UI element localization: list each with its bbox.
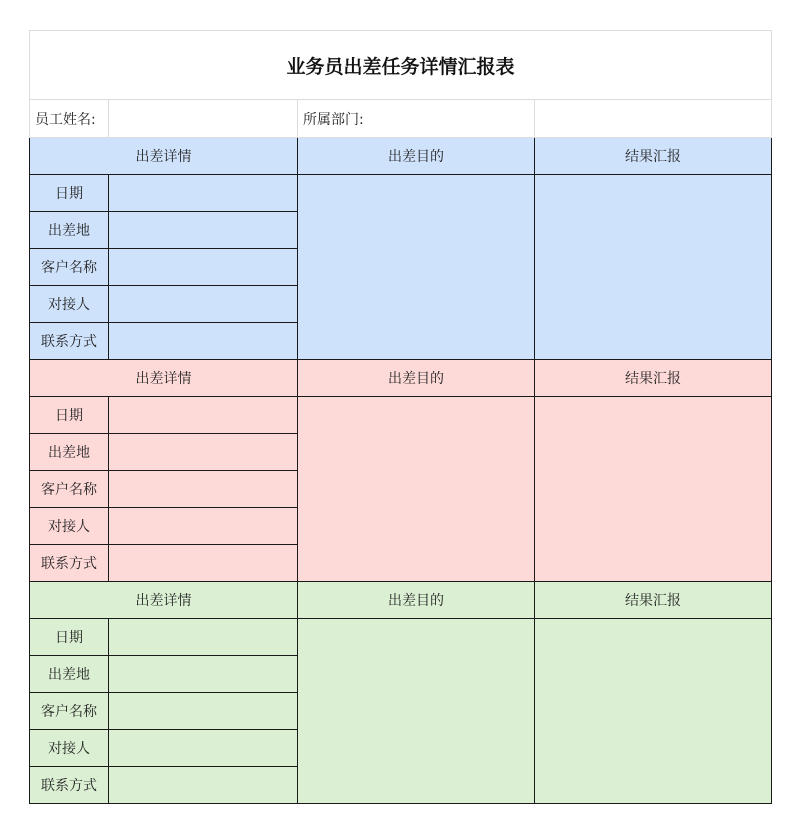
field-label-contact-info: 联系方式 (30, 545, 109, 582)
field-value-client-name[interactable] (109, 249, 298, 286)
block-3-header-row (30, 582, 772, 619)
field-label-destination: 出差地 (30, 656, 109, 693)
field-value-destination[interactable] (109, 434, 298, 471)
field-value-contact-person[interactable] (109, 730, 298, 767)
field-value-date[interactable] (109, 175, 298, 212)
header-trip-details: 出差详情 (30, 360, 298, 397)
field-value-destination[interactable] (109, 656, 298, 693)
field-value-contact-info[interactable] (109, 545, 298, 582)
trip-purpose-cell[interactable] (298, 175, 535, 360)
field-value-client-name[interactable] (109, 693, 298, 730)
page-title: 业务员出差任务详情汇报表 (30, 31, 772, 100)
trip-purpose-cell[interactable] (298, 397, 535, 582)
field-label-destination: 出差地 (30, 434, 109, 471)
block-2-header-row (30, 360, 772, 397)
field-label-date: 日期 (30, 619, 109, 656)
field-label-client-name: 客户名称 (30, 693, 109, 730)
field-value-contact-info[interactable] (109, 767, 298, 804)
field-label-contact-person: 对接人 (30, 730, 109, 767)
field-label-contact-info: 联系方式 (30, 767, 109, 804)
employee-name-label: 员工姓名: (30, 100, 109, 138)
department-label: 所属部门: (298, 100, 535, 138)
header-result-report: 结果汇报 (535, 138, 772, 175)
report-sheet (29, 30, 771, 804)
field-label-destination: 出差地 (30, 212, 109, 249)
header-trip-purpose: 出差目的 (298, 360, 535, 397)
header-trip-details: 出差详情 (30, 582, 298, 619)
header-result-report: 结果汇报 (535, 360, 772, 397)
field-label-date: 日期 (30, 397, 109, 434)
header-trip-purpose: 出差目的 (298, 138, 535, 175)
field-label-date: 日期 (30, 175, 109, 212)
trip-purpose-cell[interactable] (298, 619, 535, 804)
result-report-cell[interactable] (535, 619, 772, 804)
field-label-client-name: 客户名称 (30, 471, 109, 508)
employee-name-field[interactable] (109, 100, 298, 138)
field-label-client-name: 客户名称 (30, 249, 109, 286)
result-report-cell[interactable] (535, 175, 772, 360)
field-label-contact-info: 联系方式 (30, 323, 109, 360)
field-value-client-name[interactable] (109, 471, 298, 508)
field-label-contact-person: 对接人 (30, 286, 109, 323)
header-result-report: 结果汇报 (535, 582, 772, 619)
block-1-header-row (30, 138, 772, 175)
field-value-contact-info[interactable] (109, 323, 298, 360)
result-report-cell[interactable] (535, 397, 772, 582)
department-field[interactable] (535, 100, 772, 138)
report-table (29, 30, 772, 804)
field-value-destination[interactable] (109, 212, 298, 249)
header-trip-details: 出差详情 (30, 138, 298, 175)
field-value-date[interactable] (109, 619, 298, 656)
field-value-date[interactable] (109, 397, 298, 434)
field-value-contact-person[interactable] (109, 286, 298, 323)
header-trip-purpose: 出差目的 (298, 582, 535, 619)
field-label-contact-person: 对接人 (30, 508, 109, 545)
field-value-contact-person[interactable] (109, 508, 298, 545)
